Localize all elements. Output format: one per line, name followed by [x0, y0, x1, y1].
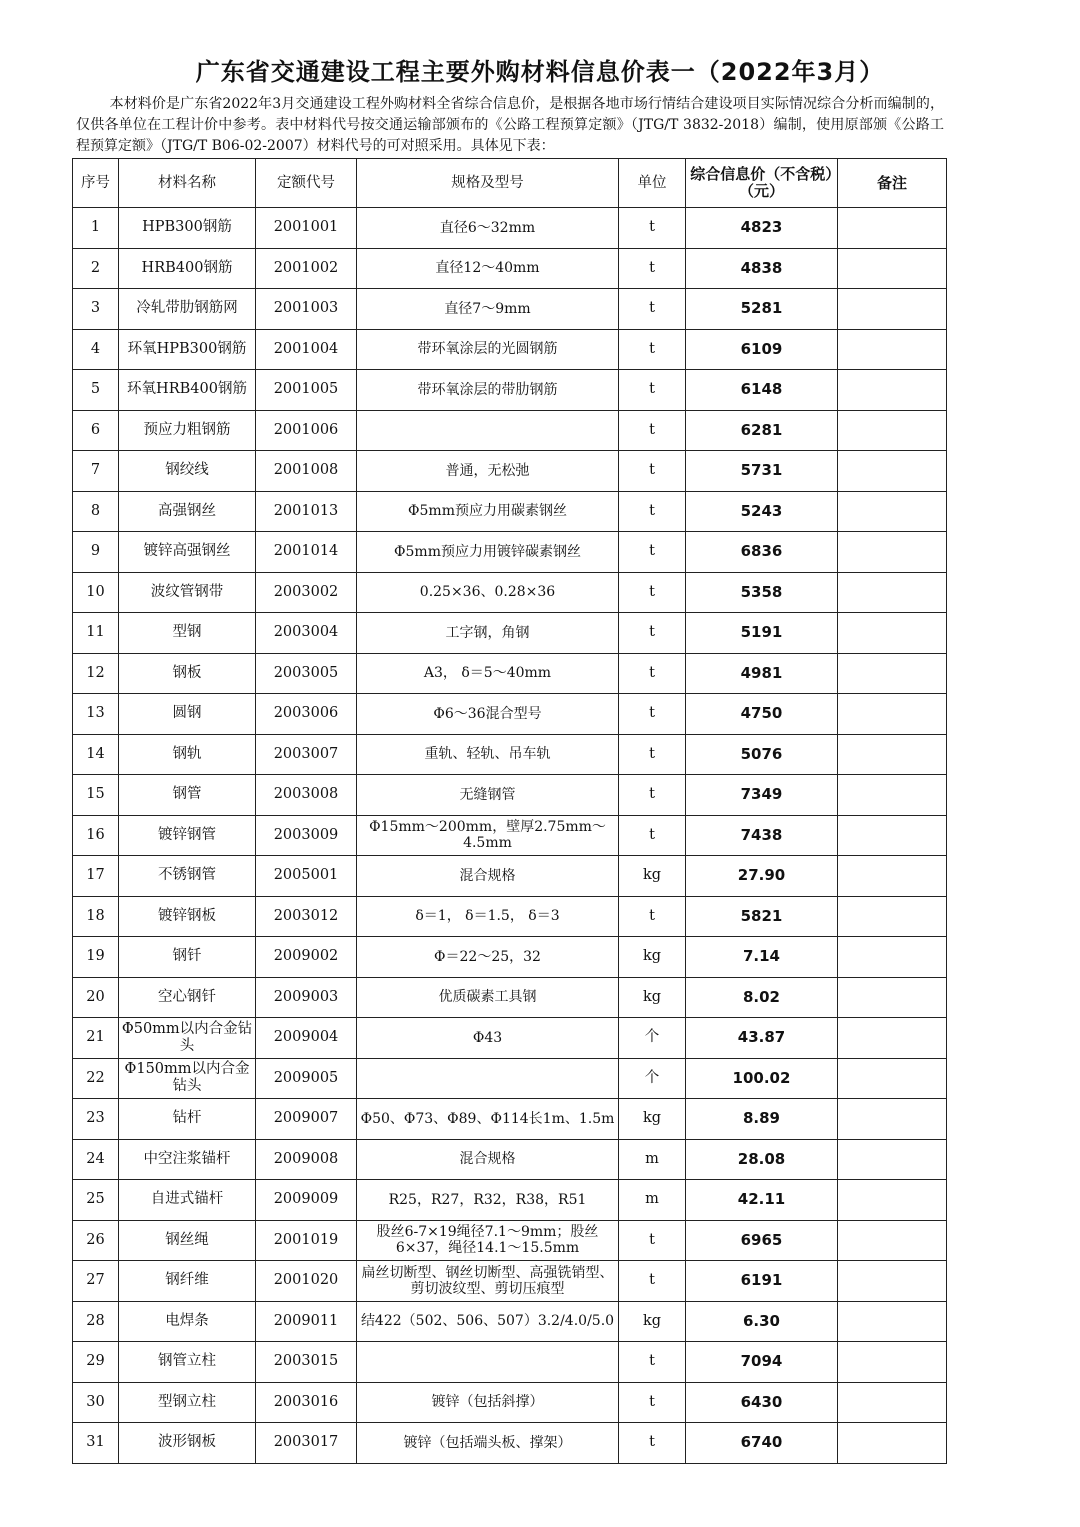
price-table	[72, 158, 947, 1464]
cell-seq: 31	[73, 1423, 119, 1464]
cell-note	[838, 1423, 947, 1464]
cell-unit: t	[619, 775, 686, 816]
cell-price: 27.90	[686, 856, 838, 897]
cell-unit: m	[619, 1139, 686, 1180]
cell-unit: t	[619, 613, 686, 654]
cell-note	[838, 1261, 947, 1302]
cell-note	[838, 289, 947, 330]
header-note: 备注	[838, 159, 947, 208]
cell-code: 2009004	[256, 1018, 357, 1059]
cell-seq: 1	[73, 208, 119, 249]
cell-seq: 15	[73, 775, 119, 816]
cell-price: 5191	[686, 613, 838, 654]
cell-unit: t	[619, 1382, 686, 1423]
table-row	[73, 775, 947, 816]
cell-unit: t	[619, 896, 686, 937]
cell-name: 波形钢板	[119, 1423, 256, 1464]
cell-code: 2009007	[256, 1099, 357, 1140]
cell-name: 波纹管钢带	[119, 572, 256, 613]
cell-spec: 重轨、轻轨、吊车轨	[357, 734, 619, 775]
cell-price: 6191	[686, 1261, 838, 1302]
table-row	[73, 370, 947, 411]
cell-price: 5358	[686, 572, 838, 613]
cell-price: 4823	[686, 208, 838, 249]
cell-spec: Φ5mm预应力用镀锌碳素钢丝	[357, 532, 619, 573]
cell-seq: 21	[73, 1018, 119, 1059]
cell-spec: 优质碳素工具钢	[357, 977, 619, 1018]
cell-code: 2009009	[256, 1180, 357, 1221]
cell-name: 钢纤维	[119, 1261, 256, 1302]
cell-name: 钢绞线	[119, 451, 256, 492]
cell-price: 6109	[686, 329, 838, 370]
cell-code: 2001008	[256, 451, 357, 492]
cell-name: 高强钢丝	[119, 491, 256, 532]
cell-unit: t	[619, 815, 686, 856]
cell-price: 5243	[686, 491, 838, 532]
cell-price: 7094	[686, 1342, 838, 1383]
cell-name: 钢板	[119, 653, 256, 694]
cell-unit: t	[619, 532, 686, 573]
table-row	[73, 572, 947, 613]
cell-seq: 3	[73, 289, 119, 330]
cell-seq: 4	[73, 329, 119, 370]
cell-unit: kg	[619, 977, 686, 1018]
cell-seq: 5	[73, 370, 119, 411]
cell-unit: kg	[619, 937, 686, 978]
cell-price: 4838	[686, 248, 838, 289]
cell-code: 2003006	[256, 694, 357, 735]
cell-seq: 27	[73, 1261, 119, 1302]
cell-code: 2001002	[256, 248, 357, 289]
table-row	[73, 1423, 947, 1464]
cell-unit: t	[619, 451, 686, 492]
cell-unit: m	[619, 1180, 686, 1221]
cell-name: 中空注浆锚杆	[119, 1139, 256, 1180]
cell-name: 钢管立柱	[119, 1342, 256, 1383]
cell-code: 2003004	[256, 613, 357, 654]
cell-unit: t	[619, 370, 686, 411]
cell-note	[838, 1018, 947, 1059]
table-row	[73, 208, 947, 249]
cell-note	[838, 775, 947, 816]
cell-seq: 2	[73, 248, 119, 289]
cell-price: 7349	[686, 775, 838, 816]
cell-unit: 个	[619, 1018, 686, 1059]
cell-spec: Φ＝22～25，32	[357, 937, 619, 978]
table-row	[73, 451, 947, 492]
cell-unit: t	[619, 329, 686, 370]
cell-seq: 30	[73, 1382, 119, 1423]
cell-spec: 直径7～9mm	[357, 289, 619, 330]
header-spec: 规格及型号	[357, 159, 619, 208]
table-row	[73, 896, 947, 937]
cell-seq: 9	[73, 532, 119, 573]
cell-price: 7.14	[686, 937, 838, 978]
table-row	[73, 289, 947, 330]
cell-seq: 23	[73, 1099, 119, 1140]
cell-price: 5821	[686, 896, 838, 937]
cell-unit: t	[619, 1342, 686, 1383]
cell-spec: 股丝6-7×19绳径7.1～9mm；股丝6×37，绳径14.1～15.5mm	[357, 1220, 619, 1261]
cell-seq: 6	[73, 410, 119, 451]
cell-code: 2003002	[256, 572, 357, 613]
cell-unit: kg	[619, 856, 686, 897]
header-seq: 序号	[73, 159, 119, 208]
cell-seq: 14	[73, 734, 119, 775]
cell-code: 2003017	[256, 1423, 357, 1464]
cell-code: 2003016	[256, 1382, 357, 1423]
cell-price: 42.11	[686, 1180, 838, 1221]
table-row	[73, 815, 947, 856]
cell-price: 5281	[686, 289, 838, 330]
cell-spec: 无缝钢管	[357, 775, 619, 816]
cell-note	[838, 1058, 947, 1099]
table-row	[73, 613, 947, 654]
cell-price: 8.02	[686, 977, 838, 1018]
cell-note	[838, 208, 947, 249]
cell-price: 7438	[686, 815, 838, 856]
cell-name: 自进式锚杆	[119, 1180, 256, 1221]
cell-price: 100.02	[686, 1058, 838, 1099]
cell-note	[838, 1342, 947, 1383]
table-row	[73, 694, 947, 735]
cell-spec	[357, 1058, 619, 1099]
cell-name: 环氧HPB300钢筋	[119, 329, 256, 370]
cell-unit: t	[619, 734, 686, 775]
cell-unit: t	[619, 572, 686, 613]
cell-code: 2003007	[256, 734, 357, 775]
cell-unit: t	[619, 1261, 686, 1302]
cell-unit: 个	[619, 1058, 686, 1099]
cell-spec: Φ50、Φ73、Φ89、Φ114长1m、1.5m	[357, 1099, 619, 1140]
cell-note	[838, 815, 947, 856]
header-code: 定额代号	[256, 159, 357, 208]
cell-code: 2001004	[256, 329, 357, 370]
table-row	[73, 977, 947, 1018]
cell-name: Φ150mm以内合金钻头	[119, 1058, 256, 1099]
cell-code: 2009005	[256, 1058, 357, 1099]
cell-note	[838, 370, 947, 411]
table-row	[73, 734, 947, 775]
cell-price: 6148	[686, 370, 838, 411]
cell-note	[838, 896, 947, 937]
cell-spec: 普通，无松弛	[357, 451, 619, 492]
cell-note	[838, 1180, 947, 1221]
cell-spec: 0.25×36、0.28×36	[357, 572, 619, 613]
cell-note	[838, 937, 947, 978]
cell-note	[838, 329, 947, 370]
cell-spec: Φ15mm～200mm，壁厚2.75mm～4.5mm	[357, 815, 619, 856]
cell-name: 圆钢	[119, 694, 256, 735]
cell-spec: Φ43	[357, 1018, 619, 1059]
cell-note	[838, 977, 947, 1018]
cell-spec: 混合规格	[357, 856, 619, 897]
header-unit: 单位	[619, 159, 686, 208]
cell-name: 镀锌钢管	[119, 815, 256, 856]
cell-name: 钢丝绳	[119, 1220, 256, 1261]
cell-unit: t	[619, 208, 686, 249]
table-row	[73, 1099, 947, 1140]
table-row	[73, 1180, 947, 1221]
table-body	[73, 208, 947, 1464]
cell-name: 镀锌钢板	[119, 896, 256, 937]
table-row	[73, 1382, 947, 1423]
cell-unit: t	[619, 410, 686, 451]
cell-name: 镀锌高强钢丝	[119, 532, 256, 573]
cell-name: 空心钢钎	[119, 977, 256, 1018]
cell-unit: t	[619, 1423, 686, 1464]
cell-seq: 17	[73, 856, 119, 897]
table-row	[73, 1342, 947, 1383]
cell-seq: 26	[73, 1220, 119, 1261]
cell-price: 6.30	[686, 1301, 838, 1342]
cell-spec: 镀锌（包括端头板、撑架）	[357, 1423, 619, 1464]
cell-unit: t	[619, 653, 686, 694]
table-row	[73, 856, 947, 897]
cell-spec: 带环氧涂层的光圆钢筋	[357, 329, 619, 370]
header-price: 综合信息价（不含税）（元）	[686, 159, 838, 208]
table-row	[73, 1261, 947, 1302]
cell-seq: 12	[73, 653, 119, 694]
cell-spec: 直径12～40mm	[357, 248, 619, 289]
cell-price: 6740	[686, 1423, 838, 1464]
cell-seq: 19	[73, 937, 119, 978]
cell-spec: 直径6～32mm	[357, 208, 619, 249]
cell-note	[838, 1139, 947, 1180]
cell-note	[838, 613, 947, 654]
cell-note	[838, 1301, 947, 1342]
page-title: 广东省交通建设工程主要外购材料信息价表一（2022年3月）	[195, 58, 885, 86]
cell-code: 2009003	[256, 977, 357, 1018]
cell-name: 型钢	[119, 613, 256, 654]
cell-price: 4981	[686, 653, 838, 694]
cell-seq: 18	[73, 896, 119, 937]
cell-note	[838, 532, 947, 573]
cell-unit: kg	[619, 1099, 686, 1140]
cell-spec	[357, 1342, 619, 1383]
cell-code: 2001005	[256, 370, 357, 411]
cell-seq: 29	[73, 1342, 119, 1383]
cell-code: 2009011	[256, 1301, 357, 1342]
table-row	[73, 937, 947, 978]
cell-note	[838, 248, 947, 289]
cell-seq: 13	[73, 694, 119, 735]
table-row	[73, 491, 947, 532]
cell-name: 环氧HRB400钢筋	[119, 370, 256, 411]
cell-code: 2001020	[256, 1261, 357, 1302]
cell-unit: t	[619, 491, 686, 532]
cell-spec: 镀锌（包括斜撑）	[357, 1382, 619, 1423]
cell-spec: δ＝1， δ＝1.5， δ＝3	[357, 896, 619, 937]
cell-note	[838, 1220, 947, 1261]
cell-note	[838, 572, 947, 613]
cell-seq: 7	[73, 451, 119, 492]
cell-unit: t	[619, 694, 686, 735]
cell-name: Φ50mm以内合金钻头	[119, 1018, 256, 1059]
cell-note	[838, 1382, 947, 1423]
cell-seq: 8	[73, 491, 119, 532]
cell-note	[838, 653, 947, 694]
cell-note	[838, 734, 947, 775]
cell-spec: Φ6～36混合型号	[357, 694, 619, 735]
table-row	[73, 329, 947, 370]
cell-note	[838, 856, 947, 897]
cell-seq: 25	[73, 1180, 119, 1221]
cell-code: 2001019	[256, 1220, 357, 1261]
cell-note	[838, 1099, 947, 1140]
cell-price: 8.89	[686, 1099, 838, 1140]
cell-price: 5076	[686, 734, 838, 775]
cell-name: 冷轧带肋钢筋网	[119, 289, 256, 330]
cell-code: 2001001	[256, 208, 357, 249]
cell-name: 电焊条	[119, 1301, 256, 1342]
cell-code: 2003009	[256, 815, 357, 856]
cell-seq: 11	[73, 613, 119, 654]
cell-note	[838, 451, 947, 492]
cell-name: 不锈钢管	[119, 856, 256, 897]
cell-price: 6965	[686, 1220, 838, 1261]
cell-price: 6430	[686, 1382, 838, 1423]
cell-price: 4750	[686, 694, 838, 735]
cell-price: 6281	[686, 410, 838, 451]
cell-spec: 结422（502、506、507）3.2/4.0/5.0	[357, 1301, 619, 1342]
cell-spec: R25，R27，R32，R38，R51	[357, 1180, 619, 1221]
cell-code: 2003012	[256, 896, 357, 937]
cell-unit: t	[619, 289, 686, 330]
cell-code: 2001014	[256, 532, 357, 573]
cell-code: 2001006	[256, 410, 357, 451]
cell-unit: kg	[619, 1301, 686, 1342]
table-row	[73, 532, 947, 573]
cell-unit: t	[619, 1220, 686, 1261]
intro-paragraph: 本材料价是广东省2022年3月交通建设工程外购材料全省综合信息价，是根据各地市场行情结合建设项目实际情况综合分析而编制的，仅供各单位在工程计价中参考。表中材料代号按交通运输部颁布的《公路工程预算定额》（JTG/T 3832-2018）编制，使用原部颁《公路工程预算定额》（JTG/T B06-02-2007）材料代号的可对照采用。具体见下表：	[76, 96, 944, 154]
table-row	[73, 1058, 947, 1099]
table-row	[73, 1018, 947, 1059]
cell-note	[838, 694, 947, 735]
cell-spec: 扁丝切断型、钢丝切断型、高强铣销型、剪切波纹型、剪切压痕型	[357, 1261, 619, 1302]
table-row	[73, 1139, 947, 1180]
cell-code: 2009008	[256, 1139, 357, 1180]
cell-name: 钻杆	[119, 1099, 256, 1140]
cell-seq: 16	[73, 815, 119, 856]
table-header-row	[73, 159, 947, 208]
cell-seq: 28	[73, 1301, 119, 1342]
table-row	[73, 410, 947, 451]
cell-note	[838, 491, 947, 532]
cell-price: 43.87	[686, 1018, 838, 1059]
cell-spec: A3， δ＝5～40mm	[357, 653, 619, 694]
cell-code: 2003008	[256, 775, 357, 816]
cell-name: HRB400钢筋	[119, 248, 256, 289]
cell-name: 钢钎	[119, 937, 256, 978]
cell-code: 2003005	[256, 653, 357, 694]
table-row	[73, 248, 947, 289]
cell-code: 2009002	[256, 937, 357, 978]
cell-name: 预应力粗钢筋	[119, 410, 256, 451]
cell-unit: t	[619, 248, 686, 289]
cell-name: 型钢立柱	[119, 1382, 256, 1423]
cell-seq: 20	[73, 977, 119, 1018]
cell-seq: 10	[73, 572, 119, 613]
cell-name: 钢管	[119, 775, 256, 816]
cell-note	[838, 410, 947, 451]
cell-spec: 带环氧涂层的带肋钢筋	[357, 370, 619, 411]
cell-seq: 22	[73, 1058, 119, 1099]
cell-code: 2005001	[256, 856, 357, 897]
table-row	[73, 1301, 947, 1342]
header-name: 材料名称	[119, 159, 256, 208]
cell-code: 2003015	[256, 1342, 357, 1383]
cell-spec: Φ5mm预应力用碳素钢丝	[357, 491, 619, 532]
cell-seq: 24	[73, 1139, 119, 1180]
cell-name: HPB300钢筋	[119, 208, 256, 249]
table-row	[73, 653, 947, 694]
cell-spec: 混合规格	[357, 1139, 619, 1180]
cell-price: 5731	[686, 451, 838, 492]
cell-spec: 工字钢，角钢	[357, 613, 619, 654]
cell-spec	[357, 410, 619, 451]
table-row	[73, 1220, 947, 1261]
cell-name: 钢轨	[119, 734, 256, 775]
cell-price: 6836	[686, 532, 838, 573]
cell-price: 28.08	[686, 1139, 838, 1180]
cell-code: 2001013	[256, 491, 357, 532]
cell-code: 2001003	[256, 289, 357, 330]
